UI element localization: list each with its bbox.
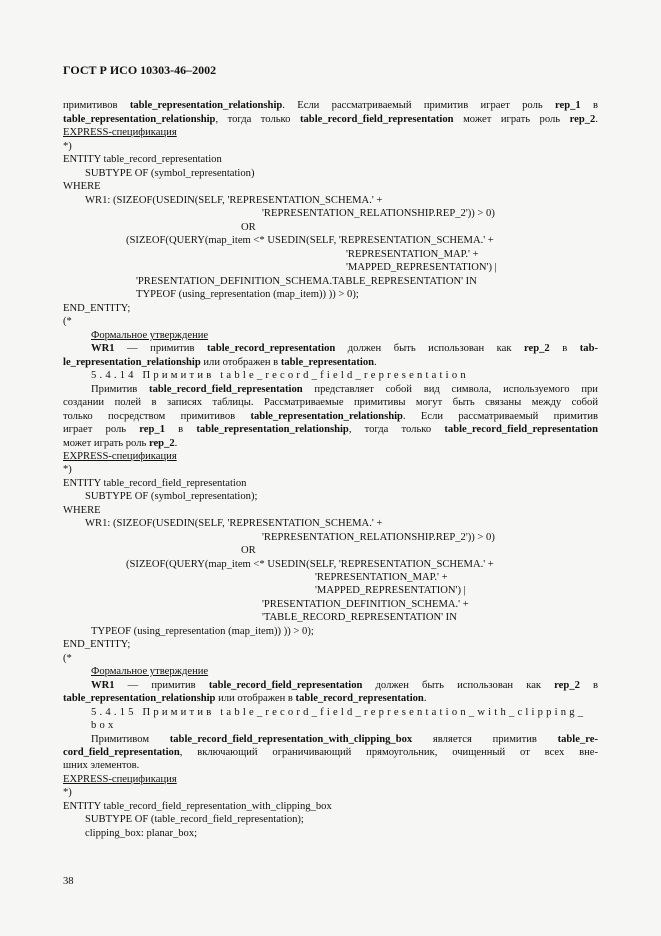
text-line (241, 544, 256, 557)
bold-term: table_record_field_representation (444, 424, 598, 435)
bold-term: tab- (579, 343, 598, 354)
text-line (63, 786, 72, 799)
text-line (63, 759, 139, 772)
bold-term: table_record_representation (207, 343, 336, 354)
text-run: . Если рассматриваемый примитив (402, 411, 598, 422)
text-run: WR1: (SIZEOF(USEDIN(SELF, 'REPRESENTATION_SCHEMA.' + (85, 518, 383, 529)
bold-term: table_re- (557, 734, 598, 745)
text-run: является примитив (412, 734, 558, 745)
text-run: 'REPRESENTATION_RELATIONSHIP.REP_2')) > 0) (262, 208, 495, 219)
bold-term: table_record_field_representation (299, 114, 454, 125)
text-run: OR (241, 545, 256, 556)
text-run: 'PRESENTATION_DEFINITION_SCHEMA.TABLE_REPRESENTATION' IN (136, 276, 477, 287)
text-line (63, 356, 377, 369)
text-run: должен быть использован как (335, 343, 525, 354)
text-line (63, 652, 72, 665)
bold-term: rep_1 (555, 100, 581, 111)
text-run: Примитив (91, 384, 150, 395)
text-run: в (549, 343, 580, 354)
text-run: должен быть использован как (362, 680, 555, 691)
text-run: ENTITY table_record_representation (63, 154, 222, 165)
text-run: *) (63, 141, 72, 152)
text-line (63, 437, 177, 450)
bold-term: table_representation (280, 357, 375, 368)
text-line (85, 517, 382, 530)
text-line (262, 598, 469, 611)
text-line (63, 423, 598, 436)
text-line (63, 302, 130, 315)
text-line (85, 490, 257, 503)
text-run: представляет собой вид символа, используемого при (302, 384, 598, 395)
text-line (91, 342, 598, 355)
text-line (346, 261, 497, 274)
text-run: . (423, 693, 427, 704)
bold-term: table_representation_relationship (196, 424, 349, 435)
text-run: играет роль (63, 424, 140, 435)
text-line (315, 584, 466, 597)
text-run: . Если рассматриваемый примитив играет роль (282, 100, 555, 111)
text-line (85, 827, 197, 840)
bold-term: rep_1 (139, 424, 165, 435)
text-line (63, 773, 177, 786)
text-run: (SIZEOF(QUERY(map_item <* USEDIN(SELF, 'REPRESENTATION_SCHEMA.' + (126, 235, 494, 246)
text-run: только посредством примитивов (63, 411, 251, 422)
bold-term: table_representation_relationship (129, 100, 283, 111)
text-run: 5.4.14 Примитив table_record_field_representation (91, 370, 469, 381)
text-run: — примитив (114, 680, 209, 691)
text-line (63, 153, 222, 166)
text-run: в (580, 100, 599, 111)
text-line (136, 288, 359, 301)
text-run: создании полей в записях таблицы. Рассматриваемые примитивы могут быть связаны между собой (63, 397, 598, 408)
text-line (63, 180, 101, 193)
text-line (91, 719, 117, 732)
text-line (241, 221, 256, 234)
text-line (262, 611, 457, 624)
bold-term: WR1 (91, 343, 115, 354)
text-line (85, 813, 304, 826)
text-line (315, 571, 448, 584)
bold-term: le_representation_relationship (63, 357, 201, 368)
text-run: , включающий ограничивающий прямоугольник, очищенный от всех вне- (179, 747, 598, 758)
bold-term: cord_field_representation (63, 747, 180, 758)
bold-term: table_record_field_representation (208, 680, 363, 691)
bold-term: table_record_field_representation_with_clipping_box (169, 734, 413, 745)
text-line (91, 383, 598, 396)
text-run: clipping_box: planar_box; (85, 828, 198, 839)
text-run: TYPEOF (using_representation (map_item)) )) > 0); (91, 626, 314, 637)
text-line (85, 194, 382, 207)
text-line (126, 234, 494, 247)
text-line (63, 410, 598, 423)
page-number: 38 (63, 876, 74, 887)
text-run: может играть роль (453, 114, 570, 125)
text-line (63, 99, 598, 112)
text-run: может играть роль (63, 438, 149, 449)
bold-term: table_record_representation (295, 693, 424, 704)
text-run: в (165, 424, 197, 435)
bold-term: rep_2 (554, 680, 580, 691)
text-line (91, 329, 208, 342)
text-run: (* (63, 316, 72, 327)
text-line (136, 275, 477, 288)
text-run: — примитив (114, 343, 207, 354)
text-run: . (374, 357, 377, 368)
text-run: . (595, 114, 598, 125)
text-run: (* (63, 653, 72, 664)
text-line (63, 477, 246, 490)
bold-term: table_representation_relationship (250, 411, 403, 422)
text-run: box (91, 720, 117, 731)
text-line (262, 531, 495, 544)
bold-term: rep_2 (569, 114, 596, 125)
text-line (63, 396, 598, 409)
text-run: WHERE (63, 505, 101, 516)
bold-term: table_record_field_representation (149, 384, 303, 395)
text-run: 'TABLE_RECORD_REPRESENTATION' IN (262, 612, 457, 623)
text-run: 'REPRESENTATION_RELATIONSHIP.REP_2')) > 0) (262, 532, 495, 543)
text-run: *) (63, 464, 72, 475)
text-run: (SIZEOF(QUERY(map_item <* USEDIN(SELF, 'REPRESENTATION_SCHEMA.' + (126, 559, 494, 570)
text-line (63, 126, 177, 139)
text-run: OR (241, 222, 256, 233)
text-run: WHERE (63, 181, 101, 192)
text-line (63, 113, 598, 126)
text-line (63, 800, 332, 813)
text-run: 'PRESENTATION_DEFINITION_SCHEMA.' + (262, 599, 469, 610)
text-line (91, 679, 598, 692)
bold-term: table_representation_relationship (63, 693, 216, 704)
text-run: END_ENTITY; (63, 639, 131, 650)
text-line (91, 706, 586, 719)
text-run: EXPRESS-спецификация (63, 774, 177, 785)
text-line (91, 733, 598, 746)
text-line (63, 638, 130, 651)
text-line (63, 746, 598, 759)
text-line (63, 692, 426, 705)
text-run: 'MAPPED_REPRESENTATION') | (346, 262, 497, 273)
text-run: Формальное утверждение (91, 666, 209, 677)
bold-term: WR1 (91, 680, 115, 691)
text-run: WR1: (SIZEOF(USEDIN(SELF, 'REPRESENTATION_SCHEMA.' + (85, 195, 383, 206)
text-run: ENTITY table_record_field_representation (63, 478, 247, 489)
text-run: EXPRESS-спецификация (63, 127, 177, 138)
bold-term: rep_2 (524, 343, 550, 354)
text-run: *) (63, 787, 72, 798)
text-run: примитивов (63, 100, 130, 111)
text-line (63, 463, 72, 476)
text-line (262, 207, 495, 220)
text-line (63, 140, 72, 153)
text-run: или отображен в (200, 357, 281, 368)
text-run: 5.4.15 Примитив table_record_field_representation_with_clipping_ (91, 707, 587, 718)
text-line (63, 450, 177, 463)
text-run: SUBTYPE OF (table_record_field_representation); (85, 814, 304, 825)
text-line (63, 504, 101, 517)
page-header: ГОСТ Р ИСО 10303-46–2002 (63, 63, 217, 77)
text-run: , тогда только (348, 424, 445, 435)
text-run: SUBTYPE OF (symbol_representation); (85, 491, 258, 502)
bold-term: rep_2 (148, 438, 175, 449)
text-run: или отображен в (215, 693, 296, 704)
text-run: Формальное утверждение (91, 330, 209, 341)
text-line (63, 315, 72, 328)
text-line (126, 558, 494, 571)
text-line (91, 625, 314, 638)
bold-term: table_representation_relationship (63, 114, 216, 125)
text-run: EXPRESS-спецификация (63, 451, 177, 462)
text-run: Примитивом (91, 734, 170, 745)
text-run: в (579, 680, 598, 691)
text-run: SUBTYPE OF (symbol_representation) (85, 168, 255, 179)
text-line (85, 167, 255, 180)
text-run: 'MAPPED_REPRESENTATION') | (315, 585, 466, 596)
text-run: TYPEOF (using_representation (map_item)) )) > 0); (136, 289, 359, 300)
text-line (346, 248, 479, 261)
text-run: END_ENTITY; (63, 303, 131, 314)
text-run: 'REPRESENTATION_MAP.' + (315, 572, 448, 583)
text-line (91, 369, 469, 382)
text-line (91, 665, 208, 678)
text-run: ENTITY table_record_field_representation_with_clipping_box (63, 801, 332, 812)
text-run: , тогда только (215, 114, 300, 125)
text-run: 'REPRESENTATION_MAP.' + (346, 249, 479, 260)
text-run: . (174, 438, 178, 449)
text-run: шних элементов. (63, 760, 140, 771)
